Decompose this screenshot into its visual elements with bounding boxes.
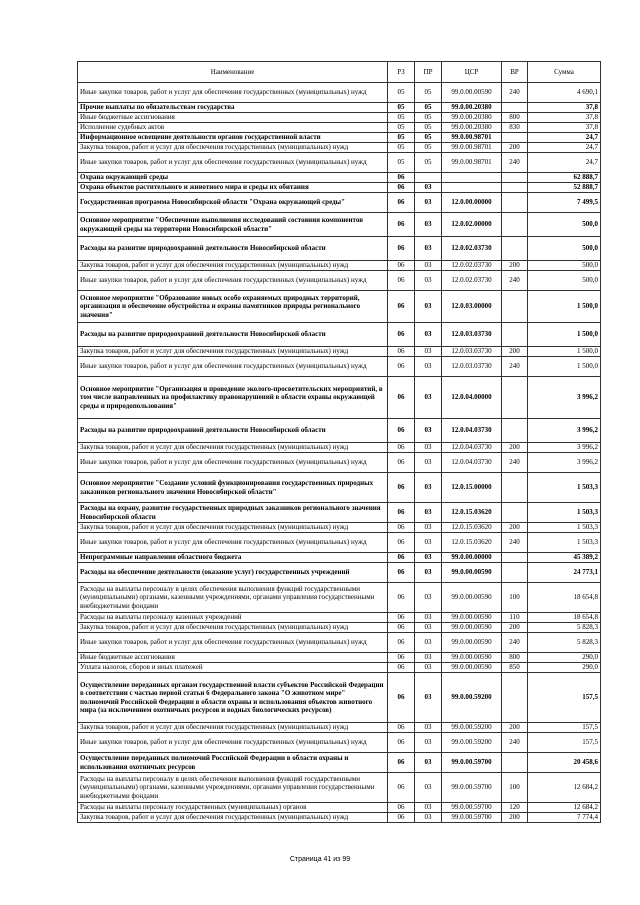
cell-pr: 05 <box>415 153 442 173</box>
cell-csr: 99.0.00.59200 <box>442 733 502 753</box>
table-row <box>78 113 601 123</box>
cell-sum: 24 773,1 <box>528 563 601 583</box>
cell-csr: 12.0.04.03730 <box>442 443 502 453</box>
cell-name: Расходы на выплаты персоналу казенных учреждений <box>78 613 388 623</box>
cell-csr: 12.0.03.03730 <box>442 323 502 347</box>
table-row <box>78 357 601 377</box>
cell-pr: 05 <box>415 123 442 133</box>
table-row <box>78 443 601 453</box>
cell-vr: 120 <box>502 803 528 813</box>
cell-pr: 03 <box>415 377 442 419</box>
cell-rz: 06 <box>388 673 415 723</box>
cell-rz: 06 <box>388 723 415 733</box>
cell-csr: 99.0.00.00590 <box>442 663 502 673</box>
cell-vr: 850 <box>502 663 528 673</box>
table-row <box>78 83 601 103</box>
cell-sum: 500,0 <box>528 237 601 261</box>
cell-csr: 12.0.02.03730 <box>442 237 502 261</box>
table-row <box>78 193 601 213</box>
cell-sum: 3 996,2 <box>528 377 601 419</box>
cell-rz: 05 <box>388 133 415 143</box>
table-row <box>78 653 601 663</box>
cell-vr <box>502 103 528 113</box>
cell-name: Расходы на охрану, развитие государственных природных заказников регионального значения Новосибирской области <box>78 503 388 523</box>
cell-name: Расходы на развитие природоохранной деятельности Новосибирской области <box>78 323 388 347</box>
cell-vr: 200 <box>502 523 528 533</box>
cell-pr: 03 <box>415 563 442 583</box>
cell-pr: 03 <box>415 261 442 271</box>
cell-vr: 240 <box>502 357 528 377</box>
table-row <box>78 419 601 443</box>
cell-csr: 99.0.00.20380 <box>442 123 502 133</box>
cell-csr: 12.0.04.03730 <box>442 419 502 443</box>
table-row <box>78 291 601 323</box>
cell-vr: 110 <box>502 613 528 623</box>
table-row <box>78 583 601 613</box>
table-row <box>78 213 601 237</box>
cell-name: Расходы на выплаты персоналу государственных (муниципальных) органов <box>78 803 388 813</box>
table-row <box>78 271 601 291</box>
table-row <box>78 323 601 347</box>
cell-csr: 12.0.03.00000 <box>442 291 502 323</box>
cell-csr: 99.0.00.59200 <box>442 673 502 723</box>
cell-pr: 03 <box>415 733 442 753</box>
cell-name: Закупка товаров, работ и услуг для обеспечения государственных (муниципальных) нужд <box>78 623 388 633</box>
cell-rz: 06 <box>388 773 415 803</box>
table-body <box>78 83 601 823</box>
cell-name: Охрана окружающей среды <box>78 173 388 183</box>
cell-csr <box>442 183 502 193</box>
cell-pr: 03 <box>415 653 442 663</box>
cell-vr: 200 <box>502 623 528 633</box>
cell-vr: 240 <box>502 83 528 103</box>
cell-pr: 03 <box>415 419 442 443</box>
cell-pr: 05 <box>415 103 442 113</box>
cell-name: Закупка товаров, работ и услуг для обеспечения государственных (муниципальных) нужд <box>78 143 388 153</box>
cell-rz: 06 <box>388 213 415 237</box>
cell-rz: 05 <box>388 143 415 153</box>
cell-pr: 03 <box>415 291 442 323</box>
cell-rz: 06 <box>388 653 415 663</box>
cell-sum: 24,7 <box>528 143 601 153</box>
cell-rz: 06 <box>388 583 415 613</box>
cell-sum: 290,0 <box>528 663 601 673</box>
cell-sum: 5 828,3 <box>528 633 601 653</box>
cell-name: Информационное освещение деятельности органов государственной власти <box>78 133 388 143</box>
cell-csr: 12.0.00.00000 <box>442 193 502 213</box>
cell-sum: 62 888,7 <box>528 173 601 183</box>
cell-sum: 1 500,0 <box>528 357 601 377</box>
cell-name: Иные закупки товаров, работ и услуг для обеспечения государственных (муниципальных) нужд <box>78 83 388 103</box>
cell-csr: 12.0.02.00000 <box>442 213 502 237</box>
cell-name: Иные закупки товаров, работ и услуг для обеспечения государственных (муниципальных) нужд <box>78 271 388 291</box>
cell-name: Государственная программа Новосибирской области "Охрана окружающей среды" <box>78 193 388 213</box>
cell-rz: 06 <box>388 237 415 261</box>
cell-vr <box>502 673 528 723</box>
cell-sum: 1 503,3 <box>528 523 601 533</box>
cell-sum: 500,0 <box>528 213 601 237</box>
cell-pr: 03 <box>415 183 442 193</box>
cell-vr <box>502 419 528 443</box>
cell-pr: 03 <box>415 193 442 213</box>
cell-csr: 12.0.15.03620 <box>442 533 502 553</box>
cell-rz: 06 <box>388 261 415 271</box>
cell-name: Исполнение судебных актов <box>78 123 388 133</box>
cell-name: Иные закупки товаров, работ и услуг для обеспечения государственных (муниципальных) нужд <box>78 153 388 173</box>
cell-rz: 06 <box>388 813 415 823</box>
cell-sum: 157,5 <box>528 733 601 753</box>
cell-rz: 05 <box>388 113 415 123</box>
header-name: Наименование <box>78 62 388 83</box>
cell-csr: 99.0.00.98701 <box>442 143 502 153</box>
cell-rz: 06 <box>388 633 415 653</box>
table-row <box>78 123 601 133</box>
cell-name: Закупка товаров, работ и услуг для обеспечения государственных (муниципальных) нужд <box>78 813 388 823</box>
cell-sum: 20 458,6 <box>528 753 601 773</box>
cell-rz: 06 <box>388 347 415 357</box>
cell-name: Охрана объектов растительного и животного мира и среды их обитания <box>78 183 388 193</box>
cell-vr <box>502 553 528 563</box>
table-row <box>78 813 601 823</box>
cell-vr: 100 <box>502 583 528 613</box>
cell-sum: 157,5 <box>528 673 601 723</box>
cell-pr: 03 <box>415 347 442 357</box>
cell-rz: 06 <box>388 613 415 623</box>
cell-sum: 500,0 <box>528 261 601 271</box>
cell-pr: 03 <box>415 213 442 237</box>
cell-csr: 99.0.00.00590 <box>442 83 502 103</box>
cell-rz: 06 <box>388 523 415 533</box>
table-row <box>78 733 601 753</box>
cell-rz: 05 <box>388 83 415 103</box>
cell-sum: 18 654,8 <box>528 613 601 623</box>
cell-sum: 24,7 <box>528 133 601 143</box>
cell-vr <box>502 173 528 183</box>
cell-sum: 7 499,5 <box>528 193 601 213</box>
cell-pr: 03 <box>415 633 442 653</box>
cell-rz: 06 <box>388 803 415 813</box>
cell-csr <box>442 173 502 183</box>
cell-pr: 03 <box>415 443 442 453</box>
cell-name: Расходы на выплаты персоналу в целях обеспечения выполнения функций государственными (муниципальными) органами, казенными учреждениями, органами управления государственными внебюджетными фондами <box>78 583 388 613</box>
cell-sum: 18 654,8 <box>528 583 601 613</box>
cell-sum: 290,0 <box>528 653 601 663</box>
table-row <box>78 673 601 723</box>
cell-name: Расходы на обеспечение деятельности (оказание услуг) государственных учреждений <box>78 563 388 583</box>
cell-name: Осуществление переданных органам государственной власти субъектов Российской Федерации в соответствии с частью первой статьи 6 Федерального закона "О животном мире" полномочий Российской Федерации в области охраны и использования объектов животного мира (за исключением охотничьих ресурсов и водных биологических ресурсов) <box>78 673 388 723</box>
cell-pr: 03 <box>415 623 442 633</box>
cell-name: Иные закупки товаров, работ и услуг для обеспечения государственных (муниципальных) нужд <box>78 533 388 553</box>
cell-vr <box>502 503 528 523</box>
cell-pr: 03 <box>415 533 442 553</box>
cell-pr: 03 <box>415 237 442 261</box>
cell-csr: 99.0.00.98701 <box>442 153 502 173</box>
cell-rz: 06 <box>388 183 415 193</box>
cell-name: Иные закупки товаров, работ и услуг для обеспечения государственных (муниципальных) нужд <box>78 357 388 377</box>
cell-pr <box>415 173 442 183</box>
cell-vr <box>502 473 528 503</box>
cell-sum: 500,0 <box>528 271 601 291</box>
cell-name: Основное мероприятие "Организация и проведение эколого-просветительских мероприятий, в том числе направленных на профилактику правонарушений в области охраны окружающей среды и природопользования" <box>78 377 388 419</box>
cell-csr: 99.0.00.00590 <box>442 563 502 583</box>
cell-pr: 03 <box>415 773 442 803</box>
table-row <box>78 103 601 113</box>
cell-rz: 06 <box>388 323 415 347</box>
cell-csr: 12.0.02.03730 <box>442 261 502 271</box>
cell-vr: 240 <box>502 153 528 173</box>
cell-name: Закупка товаров, работ и услуг для обеспечения государственных (муниципальных) нужд <box>78 523 388 533</box>
cell-vr: 240 <box>502 453 528 473</box>
cell-name: Уплата налогов, сборов и иных платежей <box>78 663 388 673</box>
cell-name: Закупка товаров, работ и услуг для обеспечения государственных (муниципальных) нужд <box>78 443 388 453</box>
cell-csr: 99.0.00.59700 <box>442 803 502 813</box>
cell-sum: 37,8 <box>528 123 601 133</box>
cell-csr: 99.0.00.59200 <box>442 723 502 733</box>
header-vr: ВР <box>502 62 528 83</box>
cell-sum: 1 503,3 <box>528 503 601 523</box>
cell-rz: 06 <box>388 753 415 773</box>
cell-sum: 37,8 <box>528 113 601 123</box>
cell-rz: 06 <box>388 291 415 323</box>
cell-csr: 12.0.04.00000 <box>442 377 502 419</box>
cell-vr: 100 <box>502 773 528 803</box>
cell-csr: 12.0.15.03620 <box>442 503 502 523</box>
cell-name: Расходы на развитие природоохранной деятельности Новосибирской области <box>78 419 388 443</box>
cell-vr: 200 <box>502 143 528 153</box>
cell-csr: 99.0.00.00590 <box>442 613 502 623</box>
cell-sum: 1 503,3 <box>528 473 601 503</box>
cell-rz: 06 <box>388 563 415 583</box>
cell-csr: 99.0.00.00000 <box>442 553 502 563</box>
table-header-row <box>78 62 601 83</box>
table-row <box>78 533 601 553</box>
cell-sum: 3 996,2 <box>528 453 601 473</box>
cell-vr <box>502 323 528 347</box>
cell-rz: 06 <box>388 663 415 673</box>
cell-sum: 3 996,2 <box>528 419 601 443</box>
cell-csr: 12.0.04.03730 <box>442 453 502 473</box>
cell-rz: 06 <box>388 443 415 453</box>
cell-name: Основное мероприятие "Создание условий функционирования государственных природных заказников регионального значения Новосибирской области" <box>78 473 388 503</box>
cell-vr <box>502 183 528 193</box>
cell-name: Основное мероприятие "Обеспечение выполнения исследований состояния компонентов окружающей среды на территории Новосибирской области" <box>78 213 388 237</box>
cell-csr: 12.0.02.03730 <box>442 271 502 291</box>
cell-vr <box>502 213 528 237</box>
cell-pr: 03 <box>415 271 442 291</box>
cell-sum: 7 774,4 <box>528 813 601 823</box>
cell-vr: 200 <box>502 723 528 733</box>
cell-vr: 240 <box>502 271 528 291</box>
cell-pr: 03 <box>415 323 442 347</box>
cell-sum: 37,8 <box>528 103 601 113</box>
cell-vr <box>502 563 528 583</box>
table-row <box>78 803 601 813</box>
cell-csr: 99.0.00.00590 <box>442 653 502 663</box>
cell-rz: 06 <box>388 173 415 183</box>
cell-name: Закупка товаров, работ и услуг для обеспечения государственных (муниципальных) нужд <box>78 347 388 357</box>
table-row <box>78 473 601 503</box>
cell-rz: 06 <box>388 377 415 419</box>
table-row <box>78 753 601 773</box>
cell-csr: 12.0.03.03730 <box>442 357 502 377</box>
cell-vr <box>502 291 528 323</box>
cell-csr: 99.0.00.59700 <box>442 773 502 803</box>
cell-vr: 200 <box>502 261 528 271</box>
table-row <box>78 143 601 153</box>
cell-vr: 800 <box>502 113 528 123</box>
cell-pr: 03 <box>415 357 442 377</box>
cell-pr: 03 <box>415 453 442 473</box>
cell-sum: 12 684,2 <box>528 773 601 803</box>
cell-vr: 240 <box>502 533 528 553</box>
table-row <box>78 503 601 523</box>
cell-csr: 99.0.00.00590 <box>442 633 502 653</box>
cell-rz: 06 <box>388 453 415 473</box>
cell-sum: 45 389,2 <box>528 553 601 563</box>
cell-rz: 06 <box>388 623 415 633</box>
table-row <box>78 553 601 563</box>
table-row <box>78 261 601 271</box>
cell-rz: 06 <box>388 503 415 523</box>
cell-rz: 05 <box>388 153 415 173</box>
cell-pr: 03 <box>415 723 442 733</box>
cell-csr: 12.0.15.03620 <box>442 523 502 533</box>
cell-rz: 06 <box>388 193 415 213</box>
cell-vr <box>502 133 528 143</box>
cell-csr: 99.0.00.00590 <box>442 623 502 633</box>
budget-table <box>77 61 601 823</box>
cell-vr: 200 <box>502 443 528 453</box>
cell-pr: 03 <box>415 663 442 673</box>
cell-vr <box>502 237 528 261</box>
cell-name: Основное мероприятие "Образование новых особо охраняемых природных территорий, организация и обеспечение обустройства и охраны памятников природы регионального значения" <box>78 291 388 323</box>
header-pr: ПР <box>415 62 442 83</box>
cell-sum: 1 500,0 <box>528 291 601 323</box>
cell-pr: 05 <box>415 83 442 103</box>
cell-csr: 99.0.00.59700 <box>442 753 502 773</box>
cell-name: Расходы на выплаты персоналу в целях обеспечения выполнения функций государственными (муниципальными) органами, казенными учреждениями, органами управления государственными внебюджетными фондами <box>78 773 388 803</box>
cell-rz: 06 <box>388 357 415 377</box>
cell-sum: 3 996,2 <box>528 443 601 453</box>
cell-pr: 03 <box>415 813 442 823</box>
cell-name: Непрограммные направления областного бюджета <box>78 553 388 563</box>
table-row <box>78 613 601 623</box>
table-row <box>78 663 601 673</box>
table-row <box>78 563 601 583</box>
cell-name: Осуществление переданных полномочий Российской Федерации в области охраны и использования охотничьих ресурсов <box>78 753 388 773</box>
table-row <box>78 237 601 261</box>
cell-sum: 24,7 <box>528 153 601 173</box>
cell-pr: 03 <box>415 803 442 813</box>
cell-vr: 200 <box>502 347 528 357</box>
cell-vr: 240 <box>502 633 528 653</box>
cell-sum: 1 500,0 <box>528 347 601 357</box>
cell-vr: 240 <box>502 733 528 753</box>
cell-csr: 99.0.00.20380 <box>442 103 502 113</box>
cell-name: Иные закупки товаров, работ и услуг для обеспечения государственных (муниципальных) нужд <box>78 633 388 653</box>
header-csr: ЦСР <box>442 62 502 83</box>
table-row <box>78 183 601 193</box>
cell-csr: 99.0.00.59700 <box>442 813 502 823</box>
table-row <box>78 173 601 183</box>
cell-rz: 06 <box>388 553 415 563</box>
cell-name: Прочие выплаты по обязательствам государства <box>78 103 388 113</box>
cell-name: Закупка товаров, работ и услуг для обеспечения государственных (муниципальных) нужд <box>78 723 388 733</box>
cell-csr: 12.0.15.00000 <box>442 473 502 503</box>
cell-pr: 03 <box>415 673 442 723</box>
cell-pr: 03 <box>415 523 442 533</box>
cell-sum: 1 500,0 <box>528 323 601 347</box>
cell-sum: 4 690,1 <box>528 83 601 103</box>
table-row <box>78 773 601 803</box>
cell-rz: 06 <box>388 733 415 753</box>
page-number: Страница 41 из 99 <box>289 856 351 863</box>
cell-sum: 52 888,7 <box>528 183 601 193</box>
cell-name: Иные закупки товаров, работ и услуг для обеспечения государственных (муниципальных) нужд <box>78 733 388 753</box>
cell-pr: 03 <box>415 473 442 503</box>
cell-vr <box>502 193 528 213</box>
cell-name: Иные закупки товаров, работ и услуг для обеспечения государственных (муниципальных) нужд <box>78 453 388 473</box>
cell-sum: 12 684,2 <box>528 803 601 813</box>
table-row <box>78 623 601 633</box>
cell-vr <box>502 377 528 419</box>
cell-csr: 99.0.00.98701 <box>442 133 502 143</box>
cell-rz: 05 <box>388 103 415 113</box>
cell-rz: 06 <box>388 271 415 291</box>
cell-pr: 03 <box>415 753 442 773</box>
cell-sum: 1 503,3 <box>528 533 601 553</box>
cell-sum: 157,5 <box>528 723 601 733</box>
cell-pr: 03 <box>415 613 442 623</box>
table-row <box>78 133 601 143</box>
cell-pr: 03 <box>415 583 442 613</box>
cell-name: Иные бюджетные ассигнования <box>78 653 388 663</box>
cell-sum: 5 828,3 <box>528 623 601 633</box>
table-row <box>78 633 601 653</box>
cell-rz: 06 <box>388 473 415 503</box>
table-row <box>78 523 601 533</box>
cell-pr: 03 <box>415 503 442 523</box>
cell-rz: 06 <box>388 533 415 553</box>
table-row <box>78 723 601 733</box>
cell-rz: 05 <box>388 123 415 133</box>
cell-name: Иные бюджетные ассигнования <box>78 113 388 123</box>
cell-pr: 05 <box>415 113 442 123</box>
table-row <box>78 453 601 473</box>
cell-name: Закупка товаров, работ и услуг для обеспечения государственных (муниципальных) нужд <box>78 261 388 271</box>
cell-vr: 200 <box>502 813 528 823</box>
table-row <box>78 377 601 419</box>
header-rz: РЗ <box>388 62 415 83</box>
cell-name: Расходы на развитие природоохранной деятельности Новосибирской области <box>78 237 388 261</box>
header-sum: Сумма <box>528 62 601 83</box>
cell-rz: 06 <box>388 419 415 443</box>
cell-pr: 05 <box>415 143 442 153</box>
cell-pr: 05 <box>415 133 442 143</box>
cell-vr: 800 <box>502 653 528 663</box>
cell-vr: 830 <box>502 123 528 133</box>
table-row <box>78 153 601 173</box>
cell-vr <box>502 753 528 773</box>
cell-pr: 03 <box>415 553 442 563</box>
cell-csr: 12.0.03.03730 <box>442 347 502 357</box>
table-row <box>78 347 601 357</box>
cell-csr: 99.0.00.00590 <box>442 583 502 613</box>
cell-csr: 99.0.00.20380 <box>442 113 502 123</box>
